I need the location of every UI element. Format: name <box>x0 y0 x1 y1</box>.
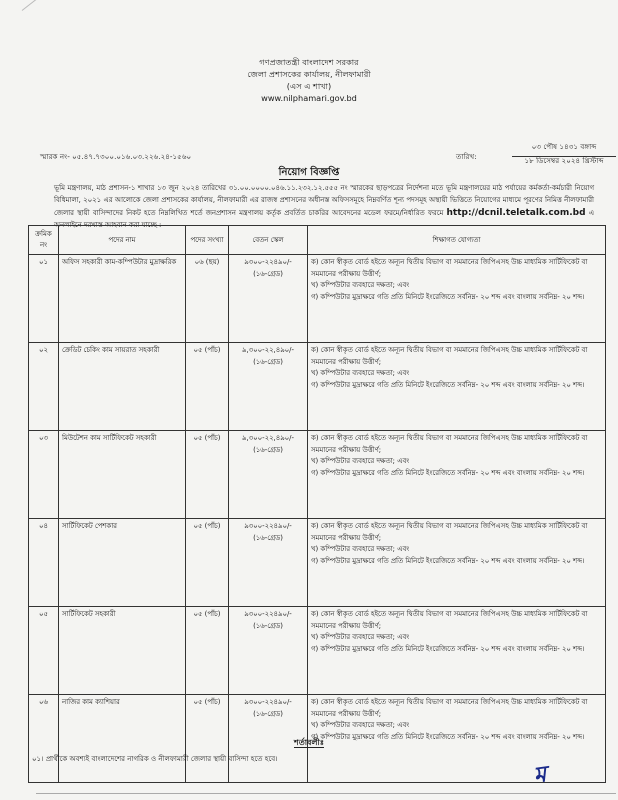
intro-paragraph <box>54 182 594 231</box>
qualification-cell: ক) কোন স্বীকৃত বোর্ড হইতে অন্যূন দ্বিতীয় বিভাগ বা সমমানের জিপিএসহ উচ্চ মাধ্যমিক সার্টিফিকেট বা সমমানের পরীক্ষায় উত্তীর্ণ; খ) কম্পিউটার ব্যবহারে দক্ষতা; এবং গ) কম্পিউটার মুদ্রাক্ষরে গতি প্রতি মিনিটে ইংরেজিতে সর্বনিম্ন- ২০ শব্দ এবং বাংলায় সর্বনিম্ন- ২০ শব্দ। <box>308 695 606 783</box>
post-cell: মিউটেশন কাম সার্টিফিকেট সহকারী <box>59 431 186 519</box>
term-item: ০১। প্রার্থীকে অবশ্যই বাংলাদেশের নাগরিক ও নীলফামারী জেলার স্থায়ী বাসিন্দা হতে হবে। <box>32 755 278 763</box>
post-cell: ক্রেডিট চেকিং কাম সায়রাত সহকারী <box>59 343 186 431</box>
vacancy-table <box>28 225 606 783</box>
scale-cell: ৯৩০০-২২৪৯০/- (১৬-গ্রেড) <box>229 695 308 783</box>
col-count: পদের সংখ্যা <box>186 226 229 255</box>
table-header-row <box>29 226 606 255</box>
date-english: ১৮ ডিসেম্বর ২০২৪ খ্রিস্টাব্দ <box>524 156 604 165</box>
col-scale: বেতন স্কেল <box>229 226 308 255</box>
post-cell: অফিস সহকারী কাম-কম্পিউটার মুদ্রাক্ষরিক <box>59 255 186 343</box>
page-edge <box>36 793 616 794</box>
count-cell: ০৬ (ছয়) <box>186 255 229 343</box>
scale-cell: ৯৩০০-২২৪৯০/- (১৬-গ্রেড) <box>229 255 308 343</box>
serial-cell: ০৩ <box>29 431 59 519</box>
qualification-cell: ক) কোন স্বীকৃত বোর্ড হইতে অন্যূন দ্বিতীয় বিভাগ বা সমমানের জিপিএসহ উচ্চ মাধ্যমিক সার্টিফিকেট বা সমমানের পরীক্ষায় উত্তীর্ণ; খ) কম্পিউটার ব্যবহারে দক্ষতা; এবং গ) কম্পিউটার মুদ্রাক্ষরে গতি প্রতি মিনিটে ইংরেজিতে সর্বনিম্ন- ২০ শব্দ এবং বাংলায় সর্বনিম্ন- ২০ শব্দ। <box>308 255 606 343</box>
table-row <box>29 607 606 695</box>
website-link[interactable]: www.nilphamari.gov.bd <box>261 93 357 103</box>
col-post: পদের নাম <box>59 226 186 255</box>
serial-cell: ০৪ <box>29 519 59 607</box>
table-row <box>29 343 606 431</box>
section-name: (এস এ শাখা) <box>286 81 332 91</box>
col-serial: ক্রমিক নং <box>29 226 59 255</box>
office-name: জেলা প্রশাসকের কার্যালয়, নীলফামারী <box>247 69 371 79</box>
date-label: তারিখ: <box>456 152 477 161</box>
date-bangla: ০৩ পৌষ ১৪৩১ বঙ্গাব্দ <box>512 142 616 157</box>
post-cell: সার্টিফিকেট পেশকার <box>59 519 186 607</box>
qualification-cell: ক) কোন স্বীকৃত বোর্ড হইতে অন্যূন দ্বিতীয় বিভাগ বা সমমানের জিপিএসহ উচ্চ মাধ্যমিক সার্টিফিকেট বা সমমানের পরীক্ষায় উত্তীর্ণ; খ) কম্পিউটার ব্যবহারে দক্ষতা; এবং গ) কম্পিউটার মুদ্রাক্ষরে গতি প্রতি মিনিটে ইংরেজিতে সর্বনিম্ন- ২০ শব্দ এবং বাংলায় সর্বনিম্ন- ২০ শব্দ। <box>308 343 606 431</box>
qualification-cell: ক) কোন স্বীকৃত বোর্ড হইতে অন্যূন দ্বিতীয় বিভাগ বা সমমানের জিপিএসহ উচ্চ মাধ্যমিক সার্টিফিকেট বা সমমানের পরীক্ষায় উত্তীর্ণ; খ) কম্পিউটার ব্যবহারে দক্ষতা; এবং গ) কম্পিউটার মুদ্রাক্ষরে গতি প্রতি মিনিটে ইংরেজিতে সর্বনিম্ন- ২০ শব্দ এবং বাংলায় সর্বনিম্ন- ২০ শব্দ। <box>308 431 606 519</box>
letterhead <box>0 56 618 104</box>
table-row <box>29 255 606 343</box>
table-row <box>29 519 606 607</box>
post-cell: নাজির কাম ক্যাশিয়ার <box>59 695 186 783</box>
count-cell: ০৫ (পাঁচ) <box>186 431 229 519</box>
table-row <box>29 431 606 519</box>
count-cell: ০৫ (পাঁচ) <box>186 695 229 783</box>
serial-cell: ০১ <box>29 255 59 343</box>
terms-heading: শর্তাবলীঃ <box>293 738 325 747</box>
qualification-cell: ক) কোন স্বীকৃত বোর্ড হইতে অন্যূন দ্বিতীয় বিভাগ বা সমমানের জিপিএসহ উচ্চ মাধ্যমিক সার্টিফিকেট বা সমমানের পরীক্ষায় উত্তীর্ণ; খ) কম্পিউটার ব্যবহারে দক্ষতা; এবং গ) কম্পিউটার মুদ্রাক্ষরে গতি প্রতি মিনিটে ইংরেজিতে সর্বনিম্ন- ২০ শব্দ এবং বাংলায় সর্বনিম্ন- ২০ শব্দ। <box>308 607 606 695</box>
count-cell: ০৫ (পাঁচ) <box>186 343 229 431</box>
post-cell: সার্টিফিকেট সহকারী <box>59 607 186 695</box>
serial-cell: ০২ <box>29 343 59 431</box>
scale-cell: ৯৩০০-২২৪৯০/- (১৬-গ্রেড) <box>229 607 308 695</box>
intro-suffix: এ অনলাইনে দরখাস্ত আহবান করা যাচ্ছে : <box>54 208 594 229</box>
scale-cell: ৯৩০০-২২৪৯০/- (১৬-গ্রেড) <box>229 519 308 607</box>
qualification-cell: ক) কোন স্বীকৃত বোর্ড হইতে অন্যূন দ্বিতীয় বিভাগ বা সমমানের জিপিএসহ উচ্চ মাধ্যমিক সার্টিফিকেট বা সমমানের পরীক্ষায় উত্তীর্ণ; খ) কম্পিউটার ব্যবহারে দক্ষতা; এবং গ) কম্পিউটার মুদ্রাক্ষরে গতি প্রতি মিনিটে ইংরেজিতে সর্বনিম্ন- ২০ শব্দ এবং বাংলায় সর্বনিম্ন- ২০ শব্দ। <box>308 519 606 607</box>
signature-initials: ম <box>532 762 548 789</box>
scale-cell: ৯,৩০০-২২,৪৯০/- (১৬-গ্রেড) <box>229 431 308 519</box>
govt-name: গণপ্রজাতন্ত্রী বাংলাদেশ সরকার <box>259 57 359 67</box>
col-qualification: শিক্ষাগত যোগ্যতা <box>308 226 606 255</box>
serial-cell: ০৫ <box>29 607 59 695</box>
scale-cell: ৯,৩০০-২২,৪৯০/- (১৬-গ্রেড) <box>229 343 308 431</box>
count-cell: ০৫ (পাঁচ) <box>186 607 229 695</box>
serial-cell: ০৬ <box>29 695 59 783</box>
intro-text: ভূমি মন্ত্রণালয়, মাঠ প্রশাসন-১ শাখার ১৩ জুন ২০২৪ তারিখের ৩১.০০.০০০০.০৪৬.১১.২৩২.১২.৫৫৫ নং স্মারকের ছাড়পত্রের নির্দেশনা মতে ভূমি মন্ত্রণালয়ের মাঠ পর্যায়ের কর্মকর্তা-কর্মচারী নিয়োগ বিধিমালা, ২০২১ এর আলোকে জেলা প্রশাসকের কার্যালয়, নীলফামারী এর রাজস্ব প্রশাসনের অধীনস্ত অফিসসমূহে নিম্নবর্ণিত শূন্য পদসমূহ অস্থায়ী ভিত্তিতে নিয়োগের মাধ্যমে পূরণের নিমিত্ত নীলফামারী জেলার স্থায়ী বাসিন্দাদের নিকট হতে নিম্নলিখিত শর্তে জনপ্রশাসন মন্ত্রণালয় কর্তৃক প্রবর্তিত চাকরির আবেদনের মডেল ফরমে/নির্ধারিত ফরমে <box>54 184 594 217</box>
application-url[interactable]: http://dcnil.teletalk.com.bd <box>446 207 586 218</box>
memo-reference: স্মারক নং- ০৫.৪৭.৭৩০০.০১৬.০৩.২২৬.২৪-১৫৬০ <box>40 152 192 161</box>
count-cell: ০৫ (পাঁচ) <box>186 519 229 607</box>
notice-title: নিয়োগ বিজ্ঞপ্তি <box>278 167 340 178</box>
scan-artifact <box>22 0 54 11</box>
